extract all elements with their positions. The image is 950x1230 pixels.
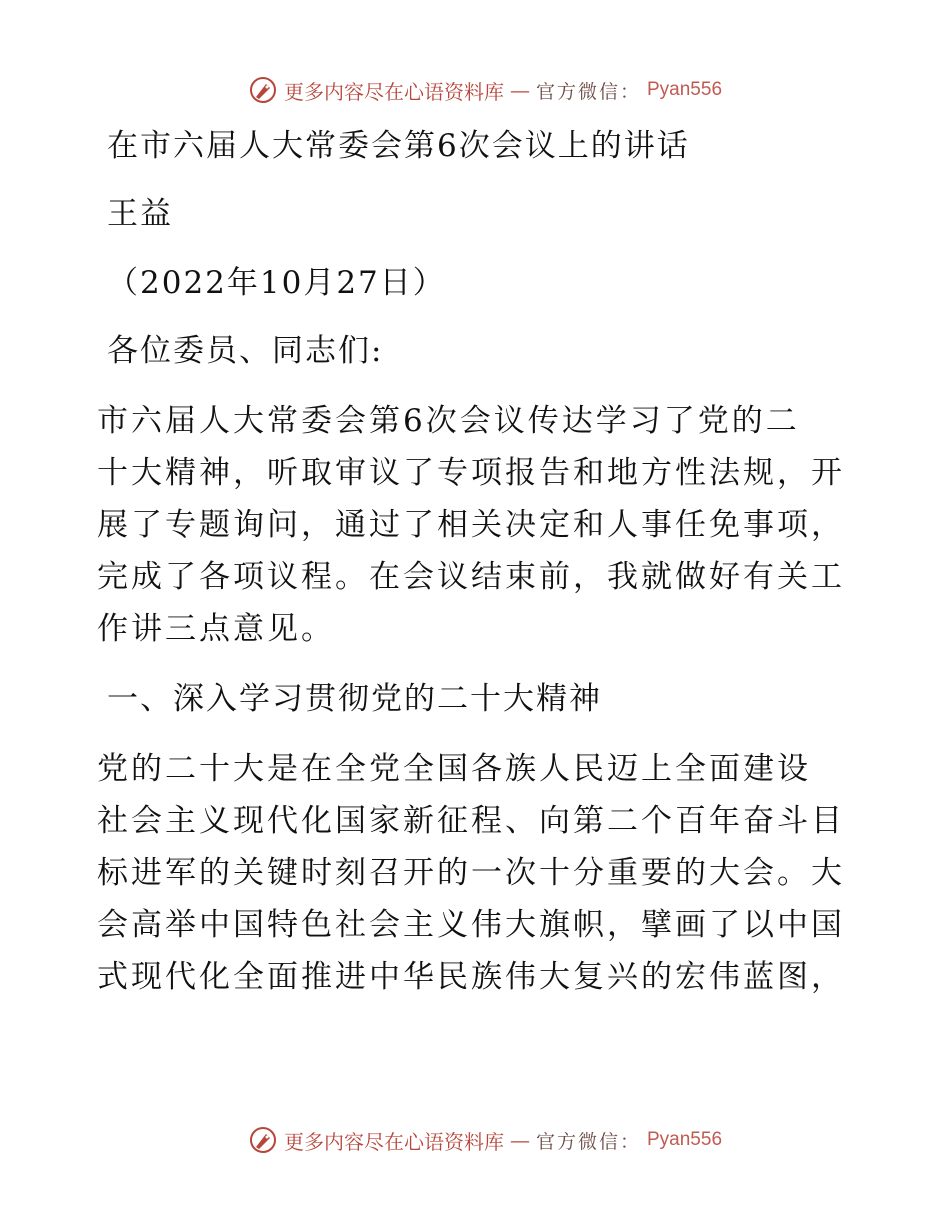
document-greeting: 各位委员、同志们: bbox=[107, 333, 384, 369]
watermark-banner-top bbox=[0, 70, 950, 110]
paragraph-section-1 bbox=[97, 743, 849, 1003]
document-date: （2022年10月27日） bbox=[107, 265, 446, 301]
watermark-wechat-label: 官方微信： bbox=[535, 1130, 641, 1153]
document-author: 王益 bbox=[107, 196, 173, 232]
pen-nib-logo-icon bbox=[248, 1125, 278, 1155]
section-heading-1: 一、深入学习贯彻党的二十大精神 bbox=[107, 681, 602, 717]
paragraph-line: 市六届人大常委会第6次会议传达学习了党的二 bbox=[97, 403, 800, 439]
watermark-wechat-label: 官方微信： bbox=[535, 80, 641, 103]
watermark-wechat-id: Pyan556 bbox=[647, 1129, 723, 1150]
paragraph-intro bbox=[97, 395, 849, 655]
pen-nib-logo-icon bbox=[248, 75, 278, 105]
watermark-separator: — bbox=[509, 78, 530, 102]
paragraph-line: 展了专题询问，通过了相关决定和人事任免事项， bbox=[97, 507, 845, 543]
paragraph-line: 标进军的关键时刻召开的一次十分重要的大会。大 bbox=[97, 855, 845, 891]
paragraph-line: 式现代化全面推进中华民族伟大复兴的宏伟蓝图， bbox=[97, 959, 845, 995]
document-body bbox=[97, 122, 857, 1023]
paragraph-line: 作讲三点意见。 bbox=[97, 611, 335, 647]
watermark-site-text: 更多内容尽在心语资料库 bbox=[283, 79, 504, 104]
paragraph-line: 完成了各项议程。在会议结束前，我就做好有关工 bbox=[97, 559, 845, 595]
paragraph-line: 十大精神，听取审议了专项报告和地方性法规，开 bbox=[97, 455, 845, 491]
document-title: 在市六届人大常委会第6次会议上的讲话 bbox=[107, 128, 690, 164]
watermark-separator: — bbox=[509, 1128, 530, 1152]
watermark-wechat-id: Pyan556 bbox=[647, 79, 723, 100]
paragraph-line: 社会主义现代化国家新征程、向第二个百年奋斗目 bbox=[97, 803, 845, 839]
paragraph-line: 党的二十大是在全党全国各族人民迈上全面建设 bbox=[97, 751, 811, 787]
watermark-site-text: 更多内容尽在心语资料库 bbox=[283, 1129, 504, 1154]
watermark-banner-bottom bbox=[0, 1120, 950, 1160]
paragraph-line: 会高举中国特色社会主义伟大旗帜，擘画了以中国 bbox=[97, 907, 845, 943]
